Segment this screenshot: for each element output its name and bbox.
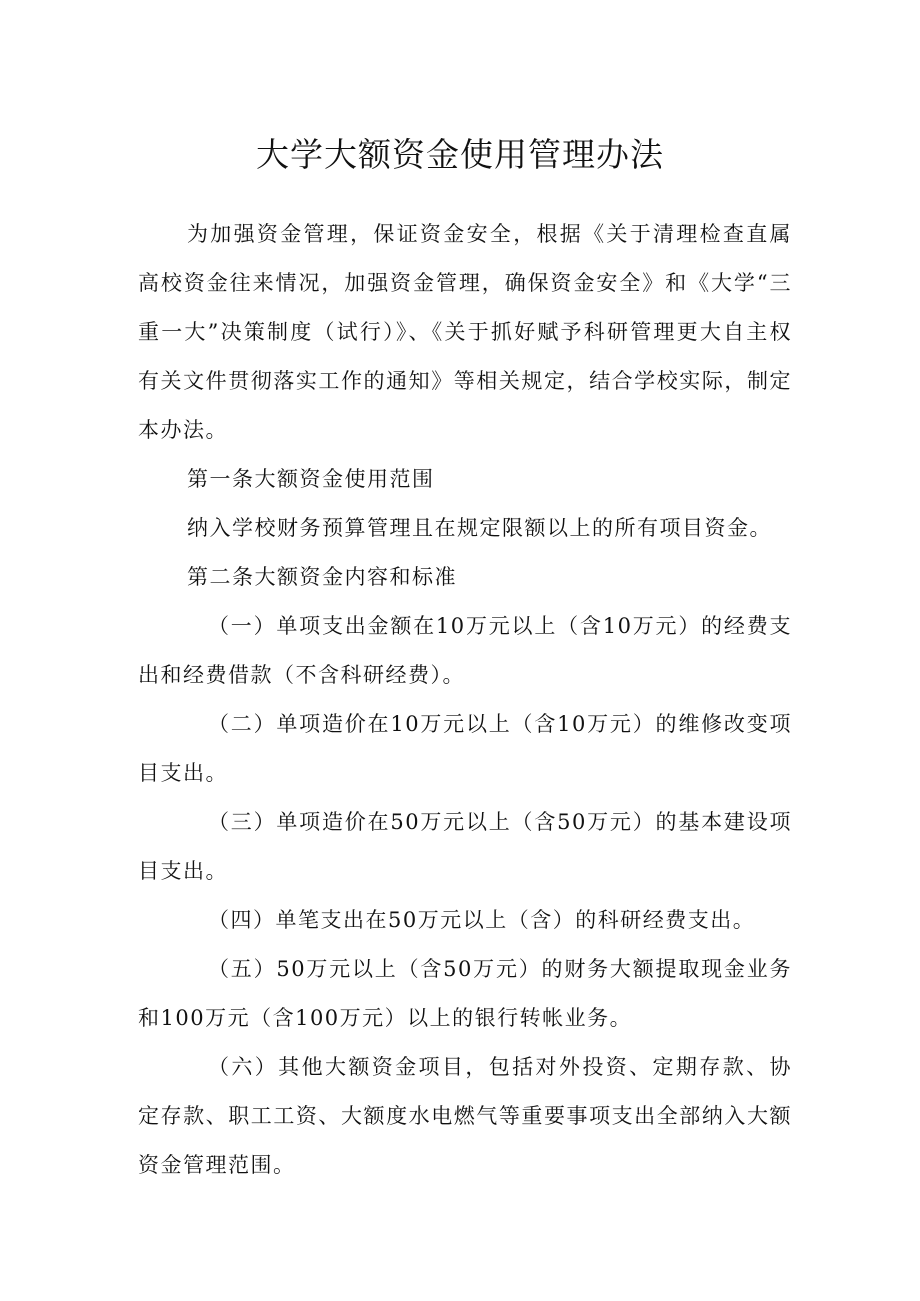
article-1-heading: 第一条大额资金使用范围 [187,467,435,491]
document-body [138,210,792,1190]
intro-paragraph: 为加强资金管理，保证资金安全，根据《关于清理检查直属高校资金往来情况，加强资金管理，确保资金安全》和《大学“三重一大”决策制度（试行）》、《关于抓好赋予科研管理更大自主权有关文件贯彻落实工作的通知》等相关规定，结合学校实际，制定本办法。 [138,222,792,442]
article-2-item-4: （四）单笔支出在50万元以上（含）的科研经费支出。 [208,908,756,932]
article-2-item-1: （一）单项支出金额在10万元以上（含10万元）的经费支出和经费借款（不含科研经费）。 [138,614,792,687]
article-2-item-2: （二）单项造价在10万元以上（含10万元）的维修改变项目支出。 [138,712,792,785]
article-2-item-6: （六）其他大额资金项目，包括对外投资、定期存款、协定存款、职工工资、大额度水电燃气等重要事项支出全部纳入大额资金管理范围。 [138,1055,792,1177]
document-title: 大学大额资金使用管理办法 [256,135,664,174]
article-1-text: 纳入学校财务预算管理且在规定限额以上的所有项目资金。 [187,516,772,540]
article-2-item-3: （三）单项造价在50万元以上（含50万元）的基本建设项目支出。 [138,810,792,883]
article-2-heading: 第二条大额资金内容和标准 [187,565,457,589]
article-2-item-5: （五）50万元以上（含50万元）的财务大额提取现金业务和100万元（含100万元）以上的银行转帐业务。 [138,957,792,1030]
